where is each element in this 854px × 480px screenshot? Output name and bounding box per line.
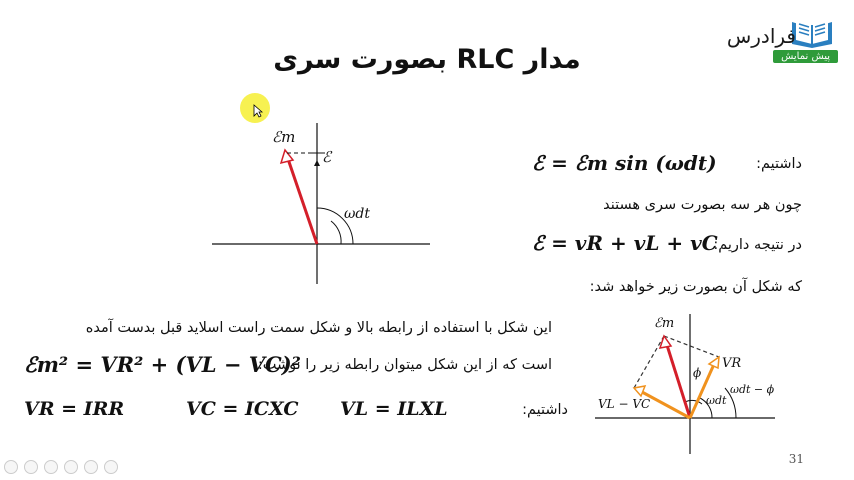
- mouse-pointer-icon: [253, 104, 263, 118]
- book-logo-icon: [790, 14, 834, 48]
- shape-text: که شکل آن بصورت زیر خواهد شد:: [589, 279, 802, 295]
- equation-vl: VL = ILXL: [340, 398, 448, 420]
- explanation-line-1: این شکل با استفاده از رابطه بالا و شکل سمت راست اسلاید قبل بدست آمده: [85, 320, 552, 336]
- had-label-1: داشتیم:: [756, 156, 802, 172]
- had-label-2: داشتیم:: [522, 402, 568, 418]
- em-phasor-arrow: [287, 156, 317, 244]
- result-label: در نتیجه داریم:: [713, 237, 802, 253]
- preview-badge: پیش نمایش: [773, 50, 838, 63]
- explanation-line-2: است که از این شکل میتوان رابطه زیر را نوشت:: [257, 357, 552, 373]
- equation-em-squared: ℰm² = VR² + (VL − VC)²: [24, 352, 301, 377]
- diagram2-phi-label: ϕ: [693, 366, 702, 380]
- diagram1-e-label: ℰ: [322, 148, 332, 166]
- prev-slide-icon[interactable]: [4, 460, 18, 474]
- presentation-toolbar: [4, 460, 118, 474]
- diagram2-vlvc-label: VL − VC: [598, 397, 651, 411]
- diagram2-wdt-label: ωdt: [706, 394, 727, 407]
- more-options-icon[interactable]: [104, 460, 118, 474]
- equation-e-sin: ℰ = ℰm sin (ωdt): [532, 151, 717, 175]
- series-text: چون هر سه بصورت سری هستند: [603, 197, 802, 213]
- diagram2-wdt-phi-label: ωdt − ϕ: [730, 383, 775, 396]
- zoom-icon[interactable]: [84, 460, 98, 474]
- grid-icon[interactable]: [64, 460, 78, 474]
- next-slide-icon[interactable]: [24, 460, 38, 474]
- diagram2-vr-label: VR: [722, 356, 742, 371]
- equation-vr: VR = IRR: [24, 398, 125, 420]
- page-number: 31: [788, 452, 804, 466]
- brand-name: فرادرس: [726, 24, 796, 48]
- slide-title: مدار RLC بصورت سری: [273, 44, 581, 75]
- diagram1-angle-label: ωdt: [344, 206, 371, 222]
- diagram2-em-label: ℰm: [654, 316, 675, 331]
- pen-icon[interactable]: [44, 460, 58, 474]
- diagram1-em-label: ℰm: [272, 128, 296, 146]
- equation-e-sum: ℰ = vR + vL + vC: [532, 231, 718, 255]
- equation-vc: VC = ICXC: [186, 398, 299, 420]
- phasor-diagram-1: [205, 118, 440, 288]
